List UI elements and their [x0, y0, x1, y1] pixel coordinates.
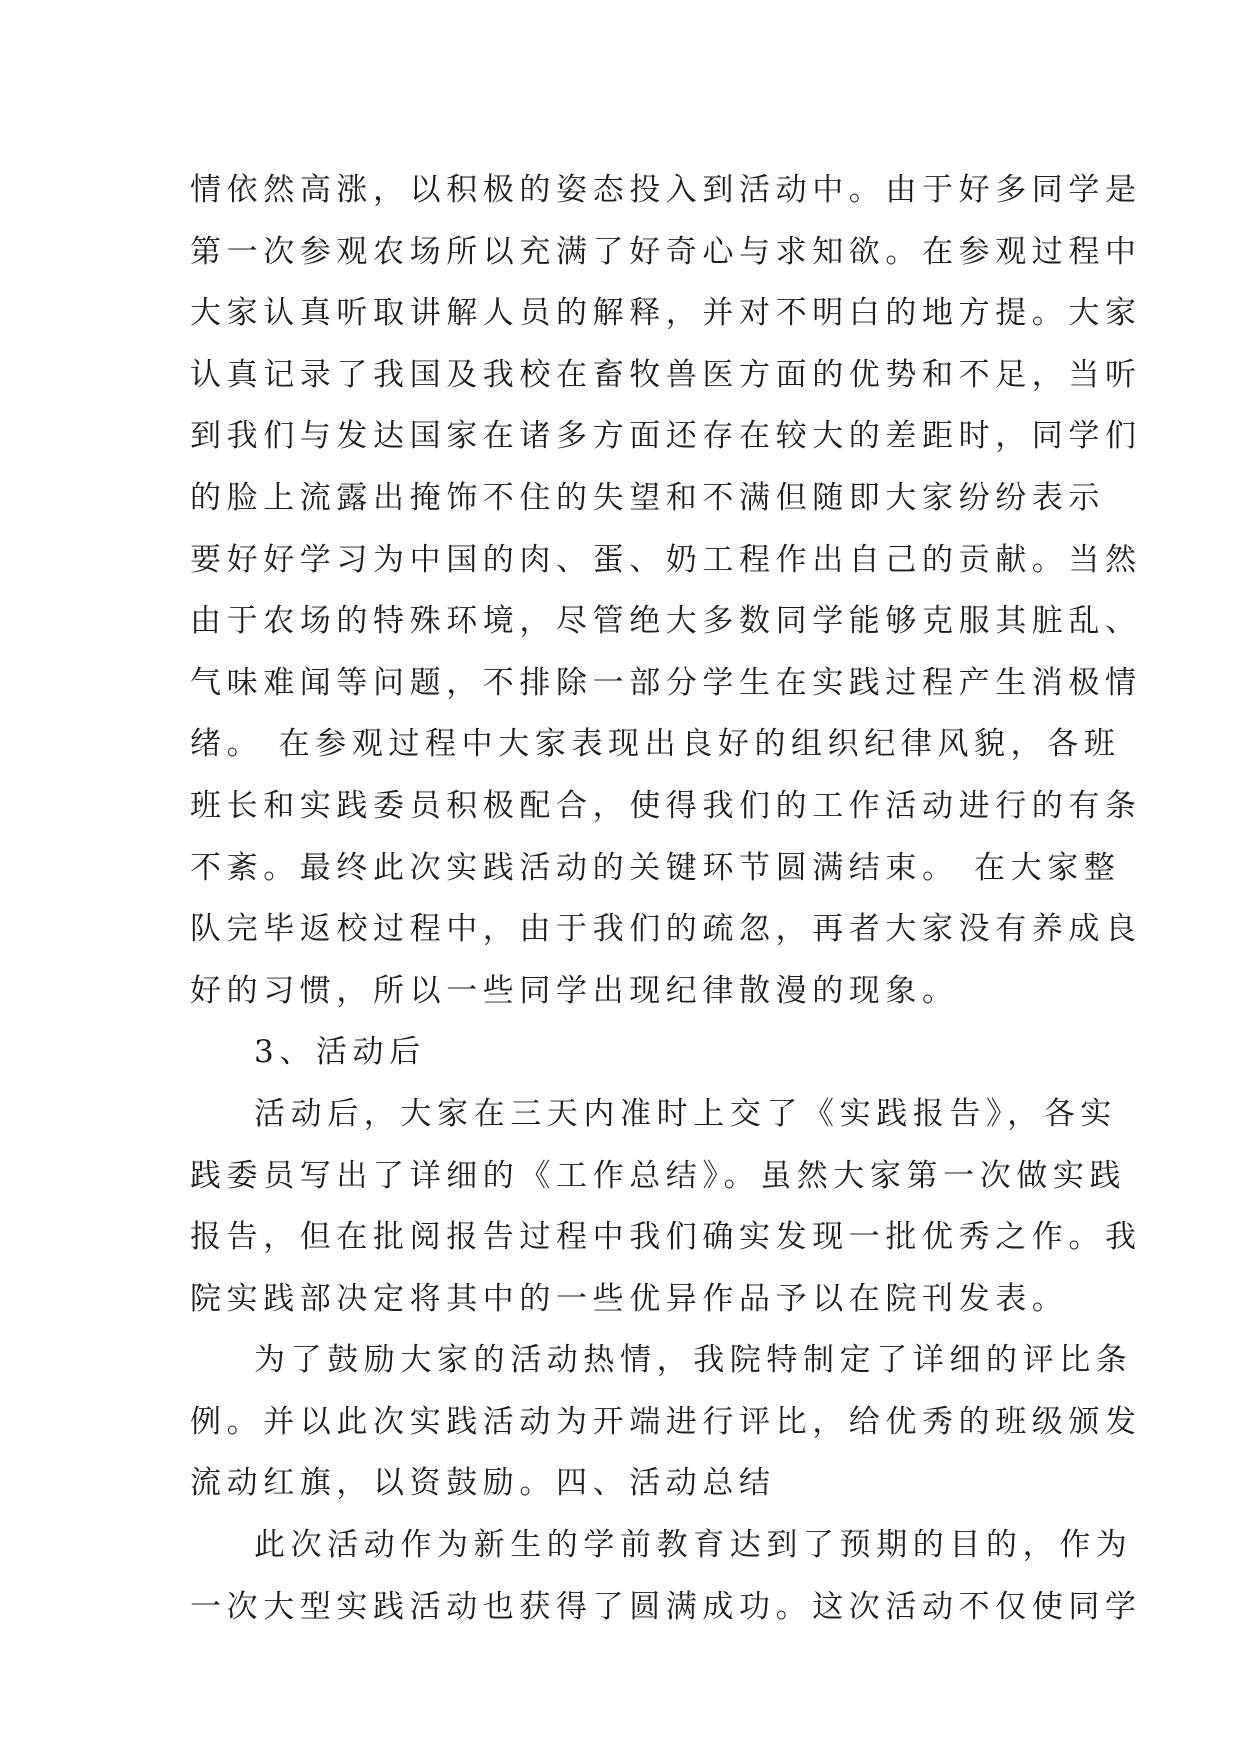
- text-line: 情依然高涨，以积极的姿态投入到活动中。由于好多同学是: [190, 172, 1142, 208]
- text-line: 此次活动作为新生的学前教育达到了预期的目的，作为: [254, 1527, 1133, 1564]
- text-line: 例。并以此次实践活动为开端进行评比，给优秀的班级颁发: [190, 1403, 1142, 1440]
- body-text: [190, 160, 1142, 1638]
- text-line: 大家认真听取讲解人员的解释，并对不明白的地方提。大家: [190, 295, 1142, 332]
- text-line: 活动后，大家在三天内准时上交了《实践报告》，各实: [254, 1095, 1117, 1132]
- text-line: 好的习惯，所以一些同学出现纪律散漫的现象。: [190, 972, 959, 1009]
- text-line: 到我们与发达国家在诸多方面还存在较大的差距时，同学们: [190, 418, 1142, 455]
- text-line: 第一次参观农场所以充满了好奇心与求知欲。在参观过程中: [190, 233, 1142, 270]
- text-line: 气味难闻等问题，不排除一部分学生在实践过程产生消极情: [190, 664, 1142, 701]
- text-line: 3、活动后: [254, 1034, 426, 1071]
- text-line: 践委员写出了详细的《工作总结》。虽然大家第一次做实践: [190, 1157, 1127, 1194]
- text-line: 不紊。最终此次实践活动的关键环节圆满结束。 在大家整: [190, 849, 1121, 886]
- text-line: 为了鼓励大家的活动热情，我院特制定了详细的评比条: [254, 1342, 1133, 1379]
- text-line: 班长和实践委员积极配合，使得我们的工作活动进行的有条: [190, 787, 1142, 824]
- text-line: 的脸上流露出掩饰不住的失望和不满但随即大家纷纷表示: [190, 479, 1105, 516]
- text-line: 报告，但在批阅报告过程中我们确实发现一批优秀之作。我: [190, 1219, 1142, 1256]
- text-line: 流动红旗，以资鼓励。四、活动总结: [190, 1465, 776, 1502]
- text-line: 由于农场的特殊环境，尽管绝大多数同学能够克服其脏乱、: [190, 603, 1142, 640]
- text-line: 队完毕返校过程中，由于我们的疏忽，再者大家没有养成良: [190, 911, 1142, 948]
- text-line: 认真记录了我国及我校在畜牧兽医方面的优势和不足，当听: [190, 356, 1142, 393]
- text-line: 绪。 在参观过程中大家表现出良好的组织纪律风貌，各班: [190, 726, 1121, 763]
- text-line: 院实践部决定将其中的一些优异作品予以在院刊发表。: [190, 1280, 1069, 1317]
- text-line: 一次大型实践活动也获得了圆满成功。这次活动不仅使同学: [190, 1588, 1142, 1625]
- text-line: 要好好学习为中国的肉、蛋、奶工程作出自己的贡献。当然: [190, 541, 1142, 578]
